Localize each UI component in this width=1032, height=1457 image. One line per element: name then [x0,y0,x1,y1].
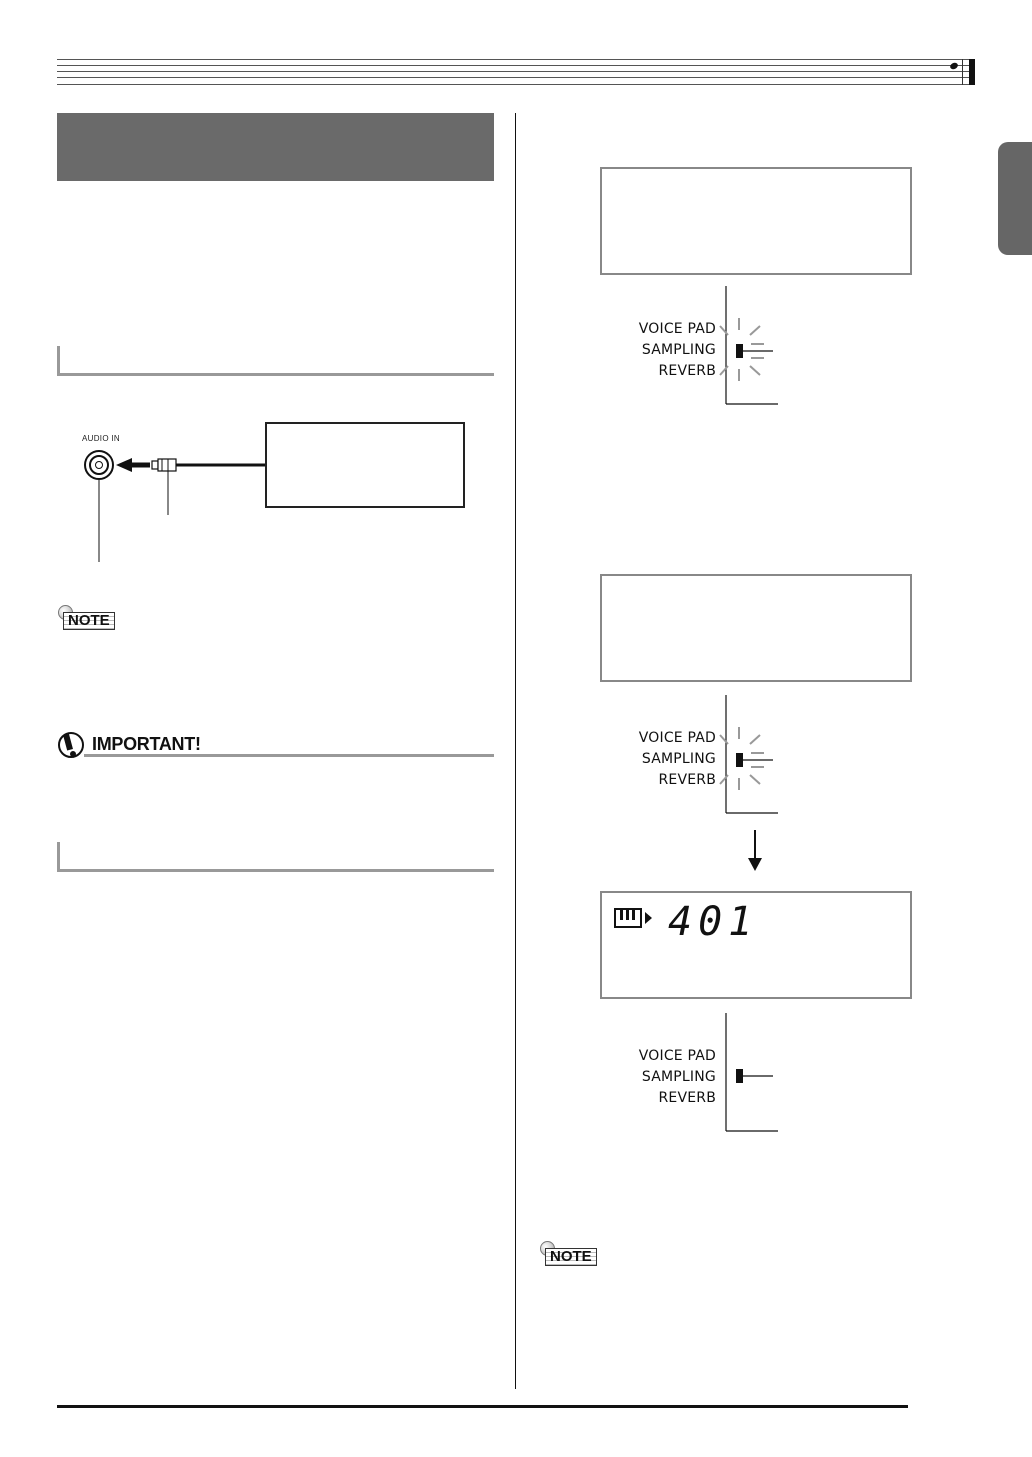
plug-body [158,459,176,471]
lcd-display-2 [600,574,912,682]
reverb-label: REVERB [658,363,716,379]
external-device-box [265,422,465,508]
voice-pad-label: VOICE PAD [638,1048,716,1064]
note-badge-left [57,605,147,631]
keyboard-icon [614,903,654,933]
column-divider [515,113,516,1389]
important-icon [58,730,86,760]
footer-rule [57,1405,908,1408]
lcd-display-3 [600,891,912,999]
section-heading-bar [57,113,494,181]
note-label: NOTE [63,612,115,630]
important-label: IMPORTANT! [92,734,201,754]
sampling-indicator-mark [736,344,743,358]
subheading-bracket-2 [57,842,494,872]
header-music-staff [57,59,975,85]
sampling-indicator-mark [736,753,743,767]
sampling-label: SAMPLING [641,342,716,358]
indicator-group-1 [600,286,790,406]
indicator-group-2 [600,695,790,815]
audio-in-label: AUDIO IN [82,434,120,443]
subheading-bracket-1 [57,346,494,376]
pointer-triangle-icon [645,912,652,924]
lcd-display-1 [600,167,912,275]
reverb-label: REVERB [658,1090,716,1106]
reverb-label: REVERB [658,772,716,788]
sampling-label: SAMPLING [641,751,716,767]
section-tab [998,142,1032,255]
important-rule [84,754,494,757]
note-badge-right [539,1241,629,1267]
connection-diagram [60,440,280,570]
music-note-icon [949,62,959,71]
arrow-left-icon [116,458,132,472]
sampling-indicator-mark [736,1069,743,1083]
voice-pad-label: VOICE PAD [638,730,716,746]
plug-tip [152,461,158,469]
sampling-label: SAMPLING [641,1069,716,1085]
arrow-down-icon [745,830,765,872]
lcd-number-value: 401 [668,899,759,945]
indicator-group-3 [600,1013,790,1133]
note-label: NOTE [545,1248,597,1266]
voice-pad-label: VOICE PAD [638,321,716,337]
